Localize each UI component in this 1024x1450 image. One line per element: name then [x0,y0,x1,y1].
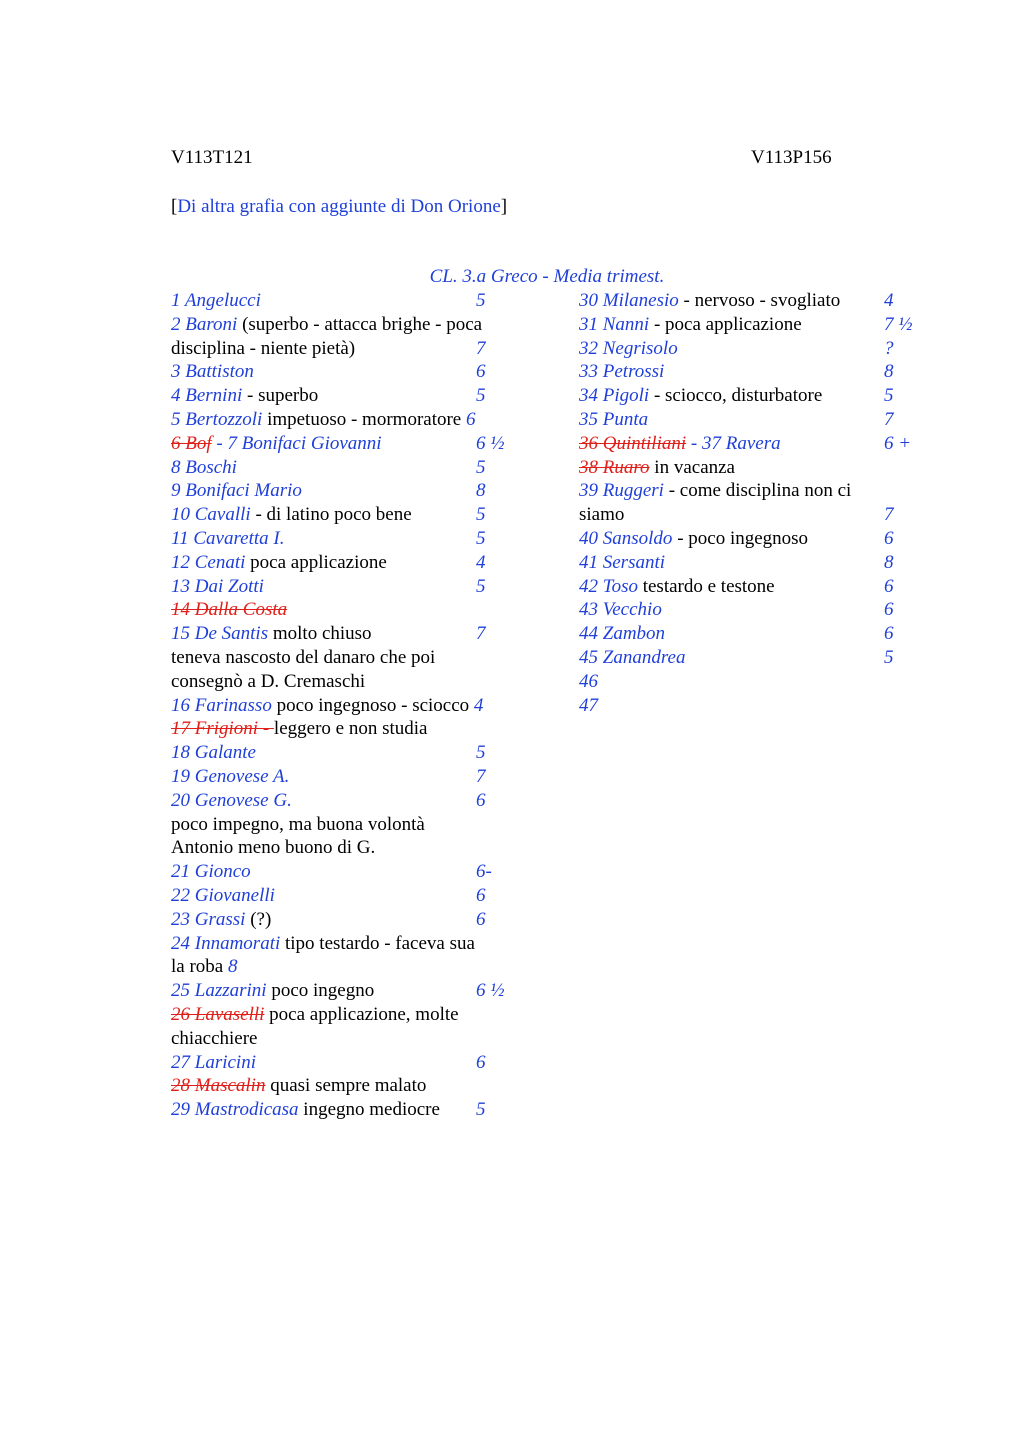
list-item [171,860,516,884]
grade: 5 [884,646,894,668]
student-name: 24 Innamorati [171,932,281,954]
comment-continued: poco impegno, ma buona volontà [171,813,425,835]
list-item [171,622,516,646]
comment: (superbo - attacca brighe - poca [237,313,483,335]
grade: 6 ½ [476,432,505,454]
grade: 6 [476,1051,486,1073]
grade: 7 [884,504,894,526]
list-item [171,646,516,670]
list-item [171,670,516,694]
list-item [171,313,516,337]
right-column [579,289,924,717]
student-name: 43 Vecchio [579,599,662,621]
student-name: 25 Lazzarini [171,980,267,1002]
student-name: 21 Gionco [171,861,251,883]
comment: poco ingegno [266,980,375,1002]
student-name: 3 Battiston [171,361,254,383]
grade: 6 [884,527,894,549]
struck-name: 36 Quintiliani [579,432,687,454]
comment: poca applicazione [245,551,387,573]
grade: 7 ½ [884,313,913,335]
grade: 5 [476,1099,486,1121]
student-name: 15 De Santis [171,623,269,645]
class-title: CL. 3.a Greco - Media trimest. [429,266,665,287]
comment: (?) [245,908,272,930]
comment: quasi sempre malato [265,1075,427,1097]
list-item [579,646,924,670]
note-open: [ [171,196,178,217]
student-name: 4 Bernini [171,385,243,407]
list-item [171,408,516,432]
struck-name: 26 Lavaselli [171,1003,265,1025]
grade: 8 [227,956,238,978]
grade: 8 [476,480,486,502]
comment: - di latino poco bene [250,504,412,526]
grade: 6 [884,599,894,621]
comment: leggero e non studia [273,718,428,740]
student-name: 34 Pigoli [579,385,650,407]
comment: - sciocco, disturbatore [649,385,823,407]
struck-name: 6 Bof [171,432,212,454]
list-item [579,527,924,551]
grade: 5 [476,504,486,526]
comment: - come disciplina non ci [663,480,852,502]
student-name: 35 Punta [579,408,649,430]
list-item [171,575,516,599]
student-name: 44 Zambon [579,623,666,645]
grade: 6 [476,361,486,383]
list-item [171,979,516,1003]
note-close: ] [500,196,508,217]
comment-continued: consegnò a D. Cremaschi [171,670,366,692]
grade: 7 [476,765,486,787]
student-name: 47 [579,694,598,716]
list-item [171,360,516,384]
struck-name: 17 Frigioni - [171,718,274,740]
list-item [171,741,516,765]
list-item [171,384,516,408]
student-name: 16 Farinasso [171,694,272,716]
student-name: 39 Ruggeri [579,480,664,502]
student-name: 12 Cenati [171,551,246,573]
student-name: 11 Cavaretta I. [171,527,285,549]
list-item [171,456,516,480]
list-item [579,598,924,622]
header-right-code: V113P156 [751,147,832,168]
comment: poca applicazione, molte [264,1003,459,1025]
list-item [171,289,516,313]
left-column [171,289,516,1122]
comment: - poca applicazione [649,313,802,335]
comment-continued: la roba [171,956,228,978]
student-name: 5 Bertozzoli [171,408,263,430]
grade: 5 [476,742,486,764]
list-item [579,503,924,527]
list-item [171,1051,516,1075]
list-item [171,836,516,860]
list-item [171,503,516,527]
student-name: 8 Boschi [171,456,237,478]
list-item [171,932,516,956]
student-name: 13 Dai Zotti [171,575,264,597]
student-name: 33 Petrossi [579,361,665,383]
comment: - superbo [242,385,319,407]
list-item [579,694,924,718]
grade: 7 [884,408,894,430]
comment: - nervoso - svogliato [678,290,841,311]
list-item [579,432,924,456]
note-text: Di altra grafia con aggiunte di Don Orione [177,196,501,217]
list-item [171,337,516,361]
grade: 5 [884,385,894,407]
grade: 5 [476,385,486,407]
student-name: 45 Zanandrea [579,646,686,668]
student-name: 2 Baroni [171,313,238,335]
list-item [579,360,924,384]
grade: 4 [884,290,894,311]
list-item [579,289,924,313]
list-item [171,479,516,503]
student-name: 29 Mastrodicasa [171,1099,299,1121]
comment: testardo e testone [637,575,775,597]
student-name: 23 Grassi [171,908,246,930]
list-item [171,765,516,789]
grade: 5 [476,575,486,597]
list-item [171,955,516,979]
comment-continued: Antonio meno buono di G. [171,837,376,859]
list-item [579,337,924,361]
grade: 8 [884,361,894,383]
grade: 6 [476,789,486,811]
list-item [171,813,516,837]
struck-name: 38 Ruaro [579,456,650,478]
comment: in vacanza [649,456,735,478]
student-name: 46 [579,670,598,692]
struck-name: 14 Dalla Costa [171,599,288,621]
list-item [171,884,516,908]
list-item [579,622,924,646]
comment-continued: disciplina - niente pietà) [171,337,356,359]
comment: molto chiuso [268,623,372,645]
student-name: 41 Sersanti [579,551,666,573]
list-item [579,551,924,575]
student-name: 40 Sansoldo [579,527,673,549]
list-item [579,384,924,408]
grade: ? [884,337,894,359]
student-name: 30 Milanesio [579,290,679,311]
student-name: 27 Laricini [171,1051,256,1073]
grade: 5 [476,527,486,549]
list-item [579,479,924,503]
list-item [171,1098,516,1122]
student-name: - 37 Ravera [686,432,781,454]
grade: 6 [476,908,486,930]
list-item [171,1027,516,1051]
grade: 7 [476,623,486,645]
list-item [171,598,516,622]
grade: 6 [476,884,486,906]
grade: 6 [466,408,476,430]
list-item [171,789,516,813]
comment: ingegno mediocre [298,1099,440,1121]
grade: 6- [476,861,492,883]
header-left-code: V113T121 [171,147,253,168]
student-name: 18 Galante [171,742,256,764]
struck-name: 28 Mascalin [171,1075,266,1097]
grade: 6 [884,575,894,597]
student-name: 32 Negrisolo [579,337,678,359]
student-name: 31 Nanni [579,313,650,335]
list-item [171,908,516,932]
student-name: 10 Cavalli [171,504,251,526]
comment: - poco ingegnoso [672,527,809,549]
list-item [579,575,924,599]
student-name: 19 Genovese A. [171,765,290,787]
student-name: 22 Giovanelli [171,884,275,906]
list-item [579,408,924,432]
student-name: 9 Bonifaci Mario [171,480,302,502]
list-item [579,456,924,480]
comment-continued: chiacchiere [171,1027,258,1049]
grade: 4 [476,551,486,573]
grade: 6 ½ [476,980,505,1002]
comment: poco ingegnoso - sciocco [271,694,474,716]
list-item [171,1003,516,1027]
editorial-note [171,194,507,220]
grade: 6 [884,623,894,645]
list-item [171,694,516,718]
list-item [579,313,924,337]
list-item [171,1074,516,1098]
comment-continued: teneva nascosto del danaro che poi [171,646,436,668]
grade: 4 [473,694,484,716]
list-item [171,551,516,575]
list-item [171,717,516,741]
list-item [171,527,516,551]
comment-continued: siamo [579,504,625,526]
list-item [579,670,924,694]
student-name: - 7 Bonifaci Giovanni [211,432,382,454]
grade: 5 [476,290,486,311]
comment: tipo testardo - faceva sua [280,932,475,954]
grade: 7 [476,337,486,359]
comment: impetuoso - mormoratore [262,408,466,430]
grade: 6 + [884,432,912,454]
student-name: 42 Toso [579,575,638,597]
grade: 8 [884,551,894,573]
student-name: 20 Genovese G. [171,789,292,811]
student-name: 1 Angelucci [171,290,261,311]
grade: 5 [476,456,486,478]
list-item [171,432,516,456]
